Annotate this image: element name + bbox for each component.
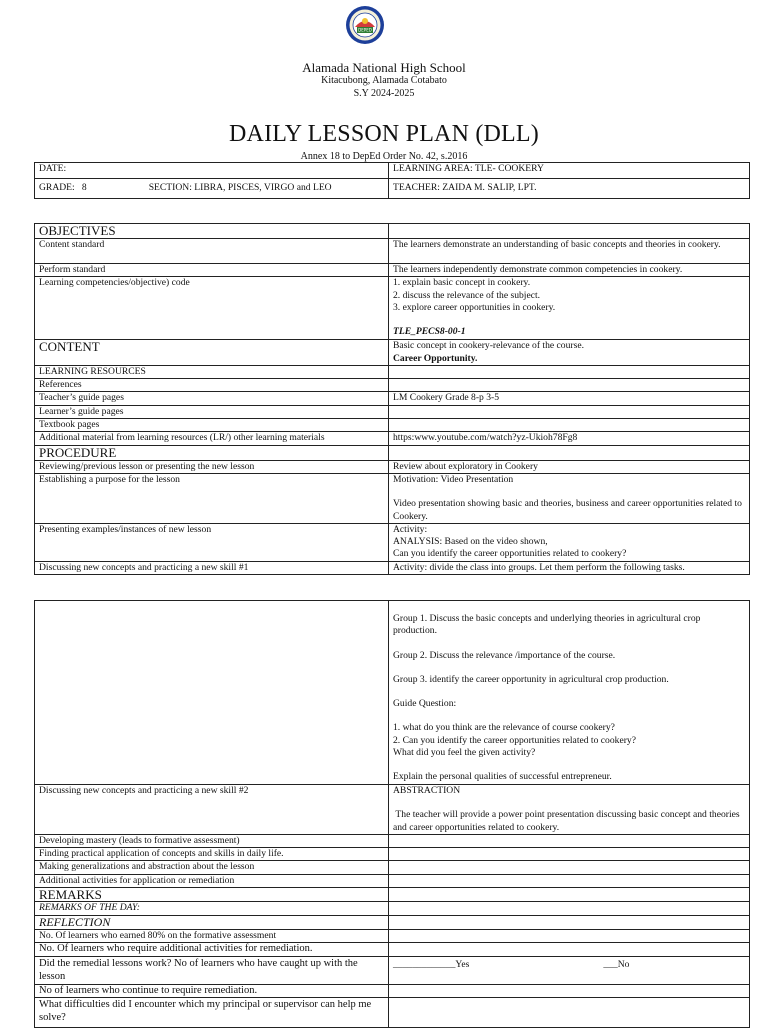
guide-question-3: What did you feel the given activity? <box>393 747 536 759</box>
group-1-task: Group 1. Discuss the basic concepts and underlying theories in agricultural crop production. <box>393 613 701 637</box>
document-title: DAILY LESSON PLAN (DLL) <box>229 121 539 147</box>
perform-standard-label: Perform standard <box>35 264 389 277</box>
reflection-item-5: What difficulties did I encounter which my principal or supervisor can help me solve? <box>35 997 389 1027</box>
content-standard-label: Content standard <box>35 239 389 264</box>
objectives-heading: OBJECTIVES <box>35 224 389 239</box>
competencies-value <box>389 277 750 340</box>
yes-option[interactable]: _____________Yes <box>393 958 470 970</box>
remarks-of-the-day: REMARKS OF THE DAY: <box>35 902 389 916</box>
skill1-value: Activity: divide the class into groups. Let them perform the following tasks. <box>389 561 750 574</box>
remedial-yes-no <box>389 956 750 984</box>
application-label: Finding practical application of concepts and skills in daily life. <box>35 848 389 861</box>
guide-question-heading: Guide Question: <box>393 698 457 710</box>
skill1-label: Discussing new concepts and practicing a new skill #1 <box>35 561 389 574</box>
procedure-heading: PROCEDURE <box>35 445 389 460</box>
explain-qualities: Explain the personal qualities of successful entrepreneur. <box>393 771 612 783</box>
additional-activities-label: Additional activities for application or remediation <box>35 874 389 887</box>
reflection-item-2: No. Of learners who require additional activities for remediation. <box>35 943 389 956</box>
lesson-plan-table <box>34 223 750 575</box>
perform-standard-value: The learners independently demonstrate common competencies in cookery. <box>389 264 750 277</box>
content-line-2: Career Opportunity. <box>393 352 478 364</box>
school-address: Kitacubong, Alamada Cotabato <box>321 75 447 86</box>
review-label: Reviewing/previous lesson or presenting the new lesson <box>35 460 389 473</box>
school-name: Alamada National High School <box>302 60 466 75</box>
learning-area-cell: LEARNING AREA: TLE- COOKERY <box>389 163 750 179</box>
learners-guide-label: Learner’s guide pages <box>35 405 389 418</box>
date-cell: DATE: <box>35 163 389 179</box>
lesson-plan-continuation-table <box>34 600 750 1028</box>
content-line-1: Basic concept in cookery-relevance of the course. <box>393 340 584 352</box>
competency-1: 1. explain basic concept in cookery. <box>393 277 531 289</box>
textbook-label: Textbook pages <box>35 419 389 432</box>
competency-code: TLE_PECS8-00-1 <box>393 326 466 338</box>
group-2-task: Group 2. Discuss the relevance /importance of the course. <box>393 649 616 661</box>
additional-material-link[interactable]: https:www.youtube.com/watch?yz-Ukioh78Fg8 <box>389 432 750 445</box>
mastery-label: Developing mastery (leads to formative assessment) <box>35 834 389 847</box>
competencies-label: Learning competencies/objective) code <box>35 277 389 340</box>
content-standard-value: The learners demonstrate an understanding of basic concepts and theories in cookery. <box>389 239 750 264</box>
teachers-guide-value: LM Cookery Grade 8-p 3-5 <box>389 392 750 405</box>
examples-line-3: Can you identify the career opportunities related to cookery? <box>393 548 627 560</box>
content-heading: CONTENT <box>35 340 389 366</box>
reflection-item-4: No of learners who continue to require remediation. <box>35 984 389 997</box>
additional-material-label: Additional material from learning resources (LR/) other learning materials <box>35 432 389 445</box>
examples-value <box>389 523 750 561</box>
guide-question-1: 1. what do you think are the relevance of course cookery? <box>393 722 615 734</box>
examples-label: Presenting examples/instances of new lesson <box>35 523 389 561</box>
group-tasks-cell <box>389 601 750 785</box>
references-label: References <box>35 379 389 392</box>
guide-question-2: 2. Can you identify the career opportunities related to cookery? <box>393 734 636 746</box>
skill2-label: Discussing new concepts and practicing a new skill #2 <box>35 785 389 835</box>
school-seal-logo <box>345 5 385 45</box>
seal-text: DEPED <box>358 27 372 33</box>
generalization-label: Making generalizations and abstraction about the lesson <box>35 861 389 874</box>
abstraction-cell <box>389 785 750 835</box>
examples-line-1: Activity: <box>393 523 428 535</box>
no-option[interactable]: ___No <box>603 958 630 970</box>
teachers-guide-label: Teacher’s guide pages <box>35 392 389 405</box>
purpose-value <box>389 473 750 523</box>
competency-3: 3. explore career opportunities in cookery. <box>393 301 556 313</box>
content-value <box>389 340 750 366</box>
reflection-item-3: Did the remedial lessons work? No of learners who have caught up with the lesson <box>35 956 389 984</box>
review-value: Review about exploratory in Cookery <box>389 460 750 473</box>
abstraction-text: The teacher will provide a power point presentation discussing basic concept and theories and career opportunities related to cookery. <box>393 809 743 833</box>
purpose-label: Establishing a purpose for the lesson <box>35 473 389 523</box>
abstraction-heading: ABSTRACTION <box>393 785 461 796</box>
school-year: S.Y 2024-2025 <box>353 88 415 99</box>
annex-reference: Annex 18 to DepEd Order No. 42, s.2016 <box>300 151 468 162</box>
remarks-heading: REMARKS <box>35 888 389 902</box>
examples-line-2: ANALYSIS: Based on the video shown, <box>393 536 548 548</box>
reflection-item-1: No. Of learners who earned 80% on the formative assessment <box>35 930 389 943</box>
info-table <box>34 162 750 199</box>
grade-text: GRADE: 8 <box>39 182 87 193</box>
group-3-task: Group 3. identify the career opportunity in agricultural crop production. <box>393 673 669 685</box>
purpose-line-1: Motivation: Video Presentation <box>393 473 514 485</box>
reflection-heading: REFLECTION <box>35 916 389 930</box>
purpose-line-2: Video presentation showing basic and theories, business and career opportunities related to Cookery. <box>393 498 742 522</box>
teacher-cell: TEACHER: ZAIDA M. SALIP, LPT. <box>389 179 750 199</box>
section-text: SECTION: LIBRA, PISCES, VIRGO and LEO <box>148 182 332 193</box>
grade-section-cell <box>35 179 389 199</box>
learning-resources-heading: LEARNING RESOURCES <box>35 365 389 378</box>
competency-2: 2. discuss the relevance of the subject. <box>393 289 541 301</box>
